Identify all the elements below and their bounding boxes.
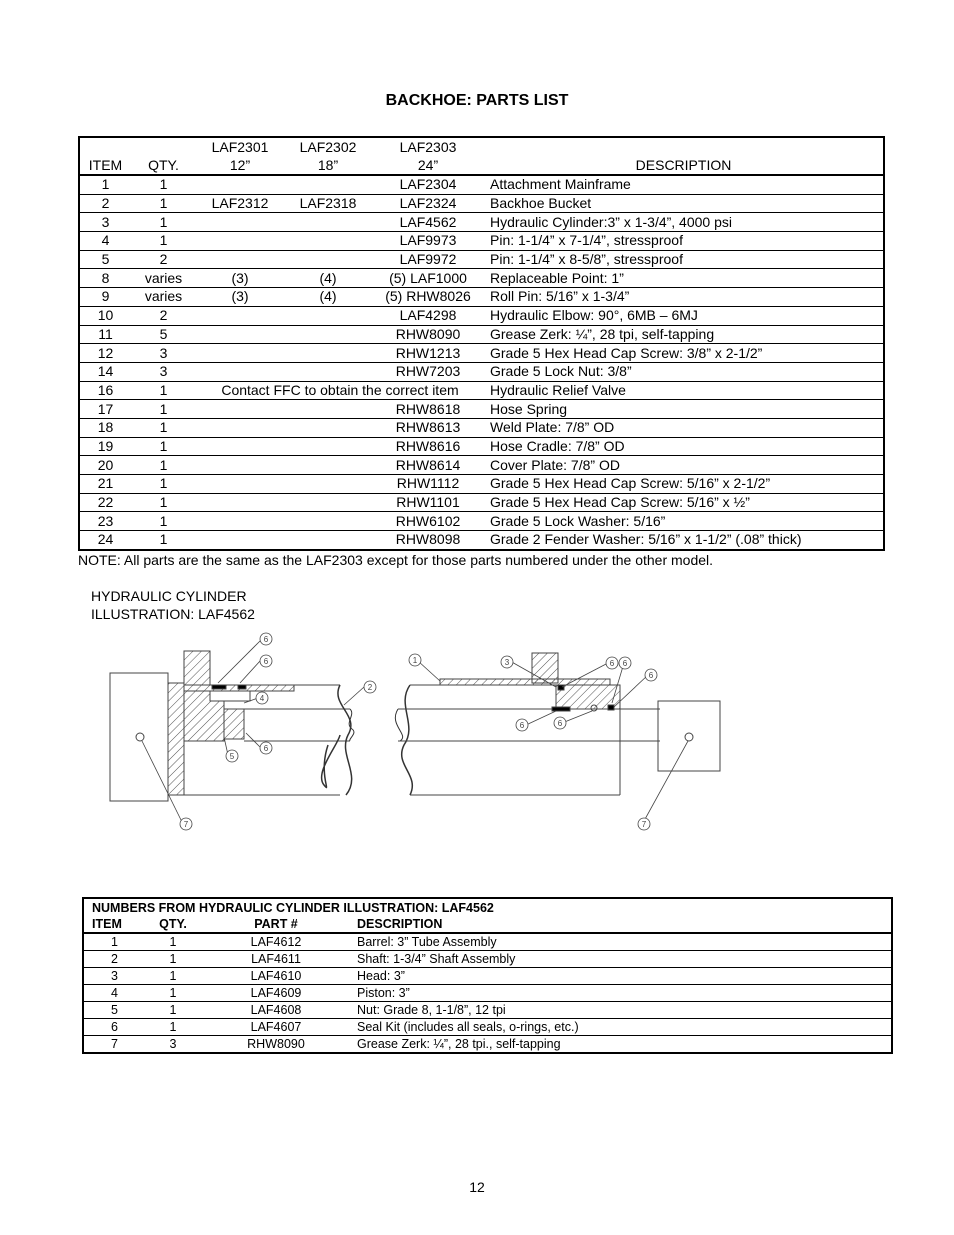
cell-part: LAF4608: [201, 1002, 351, 1019]
cell-item: 18: [79, 418, 131, 437]
cell-qty: 1: [131, 437, 196, 456]
cell-item: 19: [79, 437, 131, 456]
cell-description: Head: 3”: [351, 968, 892, 985]
cell-model-3: RHW1112: [372, 475, 484, 494]
cell-qty: varies: [131, 288, 196, 307]
table-row: [79, 306, 884, 325]
cell-qty: 3: [145, 1036, 201, 1054]
cell-qty: 1: [131, 531, 196, 550]
table-row: [79, 400, 884, 419]
cell-qty: 2: [131, 306, 196, 325]
cell-item: 4: [83, 985, 145, 1002]
cell-description: Grade 5 Hex Head Cap Screw: 3/8” x 2-1/2”: [484, 344, 884, 363]
cylinder-header-row: [83, 916, 892, 933]
callout-label: 6: [263, 635, 269, 644]
table-row: [83, 968, 892, 985]
cell-model-2: [284, 213, 372, 232]
cell-model-2: [284, 512, 372, 531]
cell-item: 4: [79, 232, 131, 251]
cyl-header-qty: QTY.: [145, 916, 201, 933]
callout-label: 6: [263, 657, 269, 666]
cylinder-table-title: NUMBERS FROM HYDRAULIC CYLINDER ILLUSTRATION: LAF4562: [92, 901, 494, 915]
cell-model-3: LAF2324: [372, 194, 484, 213]
header-qty: QTY.: [131, 137, 196, 175]
right-clevis-block: [658, 701, 720, 771]
cell-description: Weld Plate: 7/8” OD: [484, 418, 884, 437]
cell-item: 1: [79, 175, 131, 194]
rod-shaft-end: [620, 709, 658, 741]
table-row: [79, 194, 884, 213]
cell-description: Hose Cradle: 7/8” OD: [484, 437, 884, 456]
cell-qty: 1: [145, 951, 201, 968]
cell-description: Grease Zerk: ¼”, 28 tpi., self-tapping: [351, 1036, 892, 1054]
cell-model-2: [284, 362, 372, 381]
cell-model-1: [196, 344, 284, 363]
table-row: [83, 951, 892, 968]
cell-model-3: RHW1213: [372, 344, 484, 363]
cell-item: 2: [83, 951, 145, 968]
table-row: [79, 381, 884, 400]
cell-model-2: [284, 344, 372, 363]
cell-part: LAF4610: [201, 968, 351, 985]
table-row: [79, 362, 884, 381]
cell-description: Backhoe Bucket: [484, 194, 884, 213]
right-port: [532, 653, 558, 683]
cell-model-3: (5) LAF1000: [372, 269, 484, 288]
cell-part: LAF4609: [201, 985, 351, 1002]
cell-description: Grade 5 Lock Washer: 5/16”: [484, 512, 884, 531]
cell-description: Nut: Grade 8, 1-1/8”, 12 tpi: [351, 1002, 892, 1019]
table-row: [79, 456, 884, 475]
cell-span-note: Contact FFC to obtain the correct item: [196, 381, 484, 400]
cell-model-2: LAF2318: [284, 194, 372, 213]
cell-model-2: (4): [284, 288, 372, 307]
cell-model-3: RHW8616: [372, 437, 484, 456]
cell-model-2: [284, 325, 372, 344]
cell-part: RHW8090: [201, 1036, 351, 1054]
cell-model-1: [196, 475, 284, 494]
cell-item: 1: [83, 933, 145, 951]
illustration-label: [91, 587, 255, 623]
cell-model-1: [196, 306, 284, 325]
table-row: [79, 250, 884, 269]
table-row: [79, 512, 884, 531]
callout-label: 1: [412, 656, 418, 665]
cell-item: 24: [79, 531, 131, 550]
cell-item: 14: [79, 362, 131, 381]
model-3-size: 24”: [417, 157, 439, 173]
cell-description: Hydraulic Relief Valve: [484, 381, 884, 400]
cell-model-3: RHW8614: [372, 456, 484, 475]
cell-item: 8: [79, 269, 131, 288]
cell-description: Piston: 3”: [351, 985, 892, 1002]
cell-model-2: [284, 418, 372, 437]
right-seal-black-2: [552, 707, 570, 711]
cell-model-1: [196, 531, 284, 550]
illustration-label-line2: ILLUSTRATION: LAF4562: [91, 606, 255, 622]
table-row: [79, 232, 884, 251]
left-seal-black-2: [238, 685, 246, 689]
left-nut-hatch: [224, 709, 244, 739]
parts-header-row: [79, 137, 884, 175]
table-row: [83, 933, 892, 951]
callout-label: 5: [229, 752, 235, 761]
cell-part: LAF4607: [201, 1019, 351, 1036]
cylinder-parts-table: [82, 897, 893, 1054]
cell-qty: 1: [131, 400, 196, 419]
cell-qty: 1: [131, 213, 196, 232]
table-row: [79, 437, 884, 456]
table-row: [83, 1036, 892, 1054]
cell-qty: 1: [145, 933, 201, 951]
cell-item: 20: [79, 456, 131, 475]
cyl-header-description: DESCRIPTION: [351, 916, 892, 933]
cell-description: Grade 5 Hex Head Cap Screw: 5/16” x ½”: [484, 493, 884, 512]
left-seal-black: [212, 685, 226, 689]
header-description: DESCRIPTION: [484, 137, 884, 175]
cell-item: 22: [79, 493, 131, 512]
model-2-name: LAF2302: [299, 139, 357, 155]
left-clevis-block: [110, 673, 168, 801]
cell-model-1: [196, 213, 284, 232]
callout-label: 6: [622, 659, 628, 668]
cell-description: Hose Spring: [484, 400, 884, 419]
cell-model-3: RHW8613: [372, 418, 484, 437]
table-row: [79, 531, 884, 550]
cell-model-1: [196, 456, 284, 475]
cell-model-3: RHW8618: [372, 400, 484, 419]
callout-label: 2: [367, 683, 373, 692]
cell-model-2: [284, 175, 372, 194]
cell-model-1: [196, 418, 284, 437]
right-seal-black-3: [608, 705, 614, 710]
cell-model-3: RHW6102: [372, 512, 484, 531]
cell-qty: 1: [131, 475, 196, 494]
header-model-2: [284, 137, 372, 175]
callout-label: 6: [519, 721, 525, 730]
cell-qty: 1: [131, 493, 196, 512]
cell-description: Replaceable Point: 1”: [484, 269, 884, 288]
cell-description: Hydraulic Cylinder:3” x 1-3/4”, 4000 psi: [484, 213, 884, 232]
cell-description: Hydraulic Elbow: 90°, 6MB – 6MJ: [484, 306, 884, 325]
cell-model-2: [284, 493, 372, 512]
cell-qty: 1: [131, 381, 196, 400]
cell-qty: 1: [145, 968, 201, 985]
model-3-name: LAF2303: [399, 139, 457, 155]
page-title: BACKHOE: PARTS LIST: [385, 92, 569, 109]
cell-description: Grade 2 Fender Washer: 5/16” x 1-1/2” (.08” thick): [484, 531, 884, 550]
cell-model-3: RHW8098: [372, 531, 484, 550]
cell-part: LAF4611: [201, 951, 351, 968]
cell-item: 23: [79, 512, 131, 531]
cell-item: 11: [79, 325, 131, 344]
cell-model-3: RHW8090: [372, 325, 484, 344]
grease-zerk-right: [685, 733, 693, 741]
table-row: [79, 325, 884, 344]
cell-description: Seal Kit (includes all seals, o-rings, etc.): [351, 1019, 892, 1036]
callout-label: 7: [641, 820, 647, 829]
table-row: [79, 344, 884, 363]
cell-item: 6: [83, 1019, 145, 1036]
cell-item: 10: [79, 306, 131, 325]
cell-model-3: LAF9972: [372, 250, 484, 269]
callout-label: 6: [557, 719, 563, 728]
hydraulic-cylinder-illustration: [100, 625, 740, 840]
cell-qty: 1: [145, 1019, 201, 1036]
cell-qty: 1: [145, 985, 201, 1002]
cell-description: Cover Plate: 7/8” OD: [484, 456, 884, 475]
table-row: [83, 1002, 892, 1019]
callout-label: 6: [609, 659, 615, 668]
cell-model-1: [196, 437, 284, 456]
cell-qty: 1: [131, 232, 196, 251]
callout-label: 4: [259, 694, 265, 703]
cell-model-1: [196, 175, 284, 194]
table-row: [79, 175, 884, 194]
header-model-1: [196, 137, 284, 175]
right-barrel-wall: [440, 679, 610, 685]
cell-item: 5: [83, 1002, 145, 1019]
cell-model-1: [196, 362, 284, 381]
right-seal-black: [558, 685, 564, 690]
cell-description: Roll Pin: 5/16” x 1-3/4”: [484, 288, 884, 307]
callout-label: 6: [648, 671, 654, 680]
left-end-cap-hatch: [168, 683, 184, 795]
cell-item: 3: [83, 968, 145, 985]
cell-qty: 1: [131, 175, 196, 194]
table-row: [79, 418, 884, 437]
cyl-header-item: ITEM: [83, 916, 145, 933]
cell-description: Shaft: 1-3/4” Shaft Assembly: [351, 951, 892, 968]
cell-qty: 3: [131, 344, 196, 363]
cell-item: 17: [79, 400, 131, 419]
table-row: [79, 213, 884, 232]
cell-qty: 1: [145, 1002, 201, 1019]
table-row: [83, 985, 892, 1002]
cell-model-2: (4): [284, 269, 372, 288]
cylinder-table-title-row: [83, 898, 892, 916]
cell-description: Pin: 1-1/4” x 8-5/8”, stressproof: [484, 250, 884, 269]
cell-model-3: LAF4562: [372, 213, 484, 232]
cell-qty: varies: [131, 269, 196, 288]
cell-description: Attachment Mainframe: [484, 175, 884, 194]
backhoe-parts-table: [78, 136, 885, 551]
cell-model-3: RHW7203: [372, 362, 484, 381]
cell-model-1: [196, 250, 284, 269]
header-item: ITEM: [79, 137, 131, 175]
cell-model-3: LAF2304: [372, 175, 484, 194]
cell-model-1: (3): [196, 269, 284, 288]
model-2-size: 18”: [317, 157, 339, 173]
cell-item: 16: [79, 381, 131, 400]
cell-qty: 3: [131, 362, 196, 381]
cell-qty: 1: [131, 418, 196, 437]
cell-model-1: [196, 512, 284, 531]
cell-qty: 5: [131, 325, 196, 344]
cell-model-3: (5) RHW8026: [372, 288, 484, 307]
cell-model-3: LAF9973: [372, 232, 484, 251]
cell-model-1: [196, 400, 284, 419]
cell-model-2: [284, 232, 372, 251]
illustration-label-line1: HYDRAULIC CYLINDER: [91, 588, 247, 604]
cell-item: 21: [79, 475, 131, 494]
table-row: [79, 493, 884, 512]
cell-model-3: LAF4298: [372, 306, 484, 325]
cell-item: 2: [79, 194, 131, 213]
cell-item: 9: [79, 288, 131, 307]
cell-item: 12: [79, 344, 131, 363]
table-row: [79, 269, 884, 288]
cell-description: Grade 5 Lock Nut: 3/8”: [484, 362, 884, 381]
cell-qty: 2: [131, 250, 196, 269]
page-number: 12: [469, 1179, 485, 1195]
cell-qty: 1: [131, 512, 196, 531]
cell-model-1: [196, 232, 284, 251]
cell-description: Grade 5 Hex Head Cap Screw: 5/16” x 2-1/2”: [484, 475, 884, 494]
cell-model-3: RHW1101: [372, 493, 484, 512]
cell-description: Pin: 1-1/4” x 7-1/4”, stressproof: [484, 232, 884, 251]
model-1-name: LAF2301: [211, 139, 269, 155]
header-model-3: [372, 137, 484, 175]
table-row: [79, 475, 884, 494]
cell-description: Barrel: 3” Tube Assembly: [351, 933, 892, 951]
cell-model-2: [284, 531, 372, 550]
callout-label: 3: [504, 658, 510, 667]
cyl-header-part: PART #: [201, 916, 351, 933]
cell-item: 3: [79, 213, 131, 232]
table-row: [79, 288, 884, 307]
cell-model-2: [284, 306, 372, 325]
cell-model-2: [284, 475, 372, 494]
cell-model-2: [284, 400, 372, 419]
cell-model-2: [284, 456, 372, 475]
left-seal-area: [210, 691, 250, 701]
cell-qty: 1: [131, 194, 196, 213]
model-1-size: 12”: [229, 157, 251, 173]
left-port: [184, 651, 210, 685]
cell-model-1: [196, 493, 284, 512]
cell-item: 5: [79, 250, 131, 269]
cell-qty: 1: [131, 456, 196, 475]
cell-model-2: [284, 250, 372, 269]
grease-zerk-left: [136, 733, 144, 741]
cell-model-1: [196, 325, 284, 344]
callout-label: 7: [183, 820, 189, 829]
parts-note: NOTE: All parts are the same as the LAF2303 except for those parts numbered under the other model.: [78, 552, 714, 568]
table-row: [83, 1019, 892, 1036]
cell-model-1: (3): [196, 288, 284, 307]
cell-description: Grease Zerk: ¼”, 28 tpi, self-tapping: [484, 325, 884, 344]
cell-item: 7: [83, 1036, 145, 1054]
cell-model-1: LAF2312: [196, 194, 284, 213]
callout-label: 6: [263, 744, 269, 753]
cell-part: LAF4612: [201, 933, 351, 951]
cell-model-2: [284, 437, 372, 456]
